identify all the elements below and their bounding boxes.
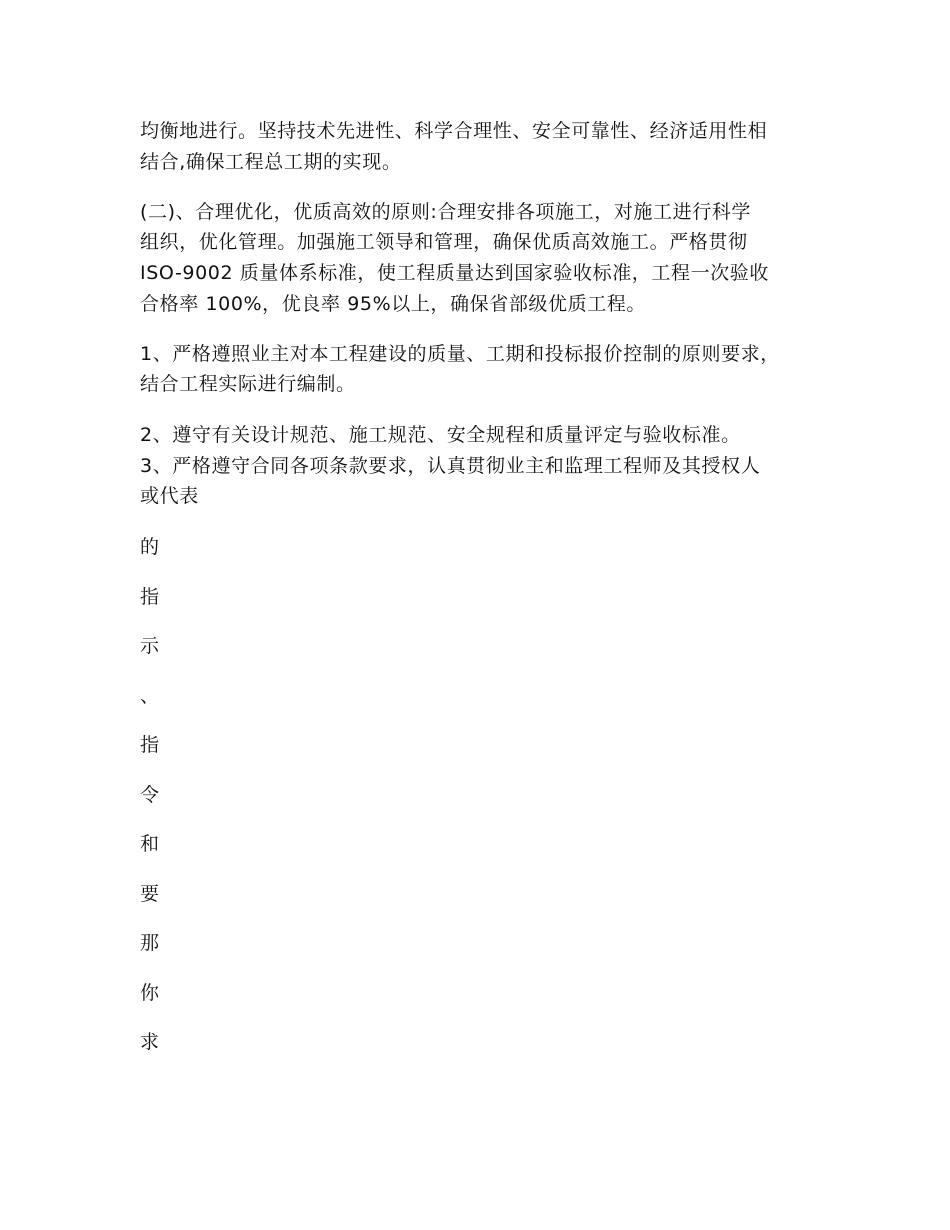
vertical-char: 令 xyxy=(140,784,160,806)
vertical-char: 指 xyxy=(140,734,160,756)
vertical-char: 你 xyxy=(140,982,160,1004)
paragraph-line: 均衡地进行。坚持技术先进性、科学合理性、安全可靠性、经济适用性相 xyxy=(140,120,768,142)
vertical-char: 指 xyxy=(140,586,160,608)
paragraph-line: 组织，优化管理。加强施工领导和管理，确保优质高效施工。严格贯彻 xyxy=(140,231,748,253)
paragraph-line: 1、严格遵照业主对本工程建设的质量、工期和投标报价控制的原则要求， xyxy=(140,343,780,365)
paragraph-line: 3、严格遵守合同各项条款要求，认真贯彻业主和监理工程师及其授权人 xyxy=(140,455,761,477)
paragraph-line: 结合,确保工程总工期的实现。 xyxy=(140,151,402,173)
paragraph-line: 合格率 100%，优良率 95%以上，确保省部级优质工程。 xyxy=(140,293,647,315)
vertical-char: 和 xyxy=(140,833,160,855)
vertical-char: 示 xyxy=(140,635,160,657)
vertical-char: 的 xyxy=(140,536,160,558)
paragraph-line: (二)、合理优化，优质高效的原则:合理安排各项施工，对施工进行科学 xyxy=(140,201,752,223)
vertical-char: 要 xyxy=(140,883,160,905)
paragraph-line: 或代表 xyxy=(140,485,199,507)
paragraph-line: 2、遵守有关设计规范、施工规范、安全规程和质量评定与验收标准。 xyxy=(140,424,741,446)
vertical-char: 那 xyxy=(140,932,160,954)
paragraph-line: 结合工程实际进行编制。 xyxy=(140,373,356,395)
vertical-char: 、 xyxy=(140,685,160,707)
vertical-char: 求 xyxy=(140,1031,160,1053)
paragraph-line: ISO-9002 质量体系标准，使工程质量达到国家验收标准，工程一次验收 xyxy=(140,262,769,284)
